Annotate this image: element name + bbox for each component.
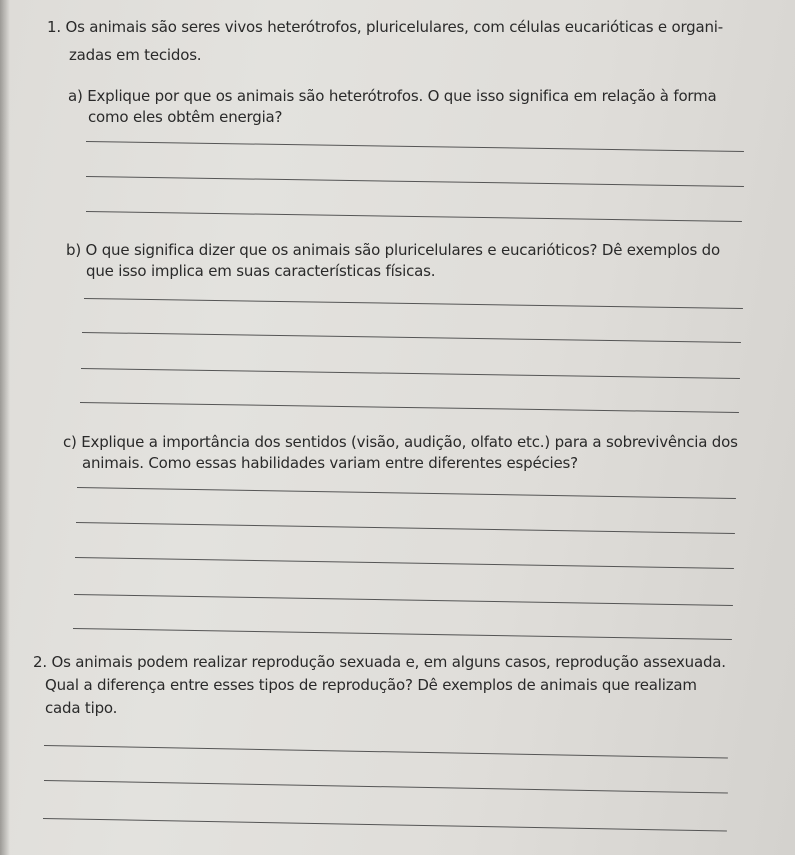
question-1c-text-line-2: animais. Como essas habilidades variam entre diferentes espécies? xyxy=(82,454,578,472)
question-1b-text-line-1: b) O que significa dizer que os animais são pluricelulares e eucarióticos? Dê exemplos do xyxy=(66,241,720,259)
answer-line-1c-1[interactable] xyxy=(77,487,736,499)
answer-line-1c-2[interactable] xyxy=(76,522,735,534)
answer-line-1a-1[interactable] xyxy=(86,141,744,152)
question-2-text-line-3: cada tipo. xyxy=(45,699,118,717)
answer-line-1b-4[interactable] xyxy=(80,402,739,413)
answer-line-1c-5[interactable] xyxy=(73,628,732,640)
question-2-text-line-1: 2. Os animais podem realizar reprodução sexuada e, em alguns casos, reprodução assexuada. xyxy=(33,653,726,671)
question-2-text-line-2: Qual a diferença entre esses tipos de reprodução? Dê exemplos de animais que realizam xyxy=(45,676,697,694)
page-edge-shadow xyxy=(0,0,10,855)
question-1-text-line-2: zadas em tecidos. xyxy=(69,46,202,64)
answer-line-2-1[interactable] xyxy=(44,745,728,759)
question-1-text-line-1: 1. Os animais são seres vivos heterótrofos, pluricelulares, com células eucarióticas e organi- xyxy=(47,18,723,36)
answer-line-2-3[interactable] xyxy=(43,818,727,832)
question-1b-text-line-2: que isso implica em suas características físicas. xyxy=(86,262,436,280)
question-1a-text-line-2: como eles obtêm energia? xyxy=(88,108,283,126)
answer-line-1b-3[interactable] xyxy=(81,368,740,379)
answer-line-1b-2[interactable] xyxy=(82,332,741,343)
question-1c-text-line-1: c) Explique a importância dos sentidos (visão, audição, olfato etc.) para a sobrevivência dos xyxy=(63,433,738,451)
answer-line-2-2[interactable] xyxy=(44,780,728,794)
answer-line-1c-4[interactable] xyxy=(74,594,733,606)
answer-line-1a-2[interactable] xyxy=(86,176,744,187)
answer-line-1b-1[interactable] xyxy=(84,298,743,309)
question-1a-text-line-1: a) Explique por que os animais são heterótrofos. O que isso significa em relação à forma xyxy=(68,87,717,105)
answer-line-1a-3[interactable] xyxy=(86,211,742,222)
answer-line-1c-3[interactable] xyxy=(75,557,734,569)
